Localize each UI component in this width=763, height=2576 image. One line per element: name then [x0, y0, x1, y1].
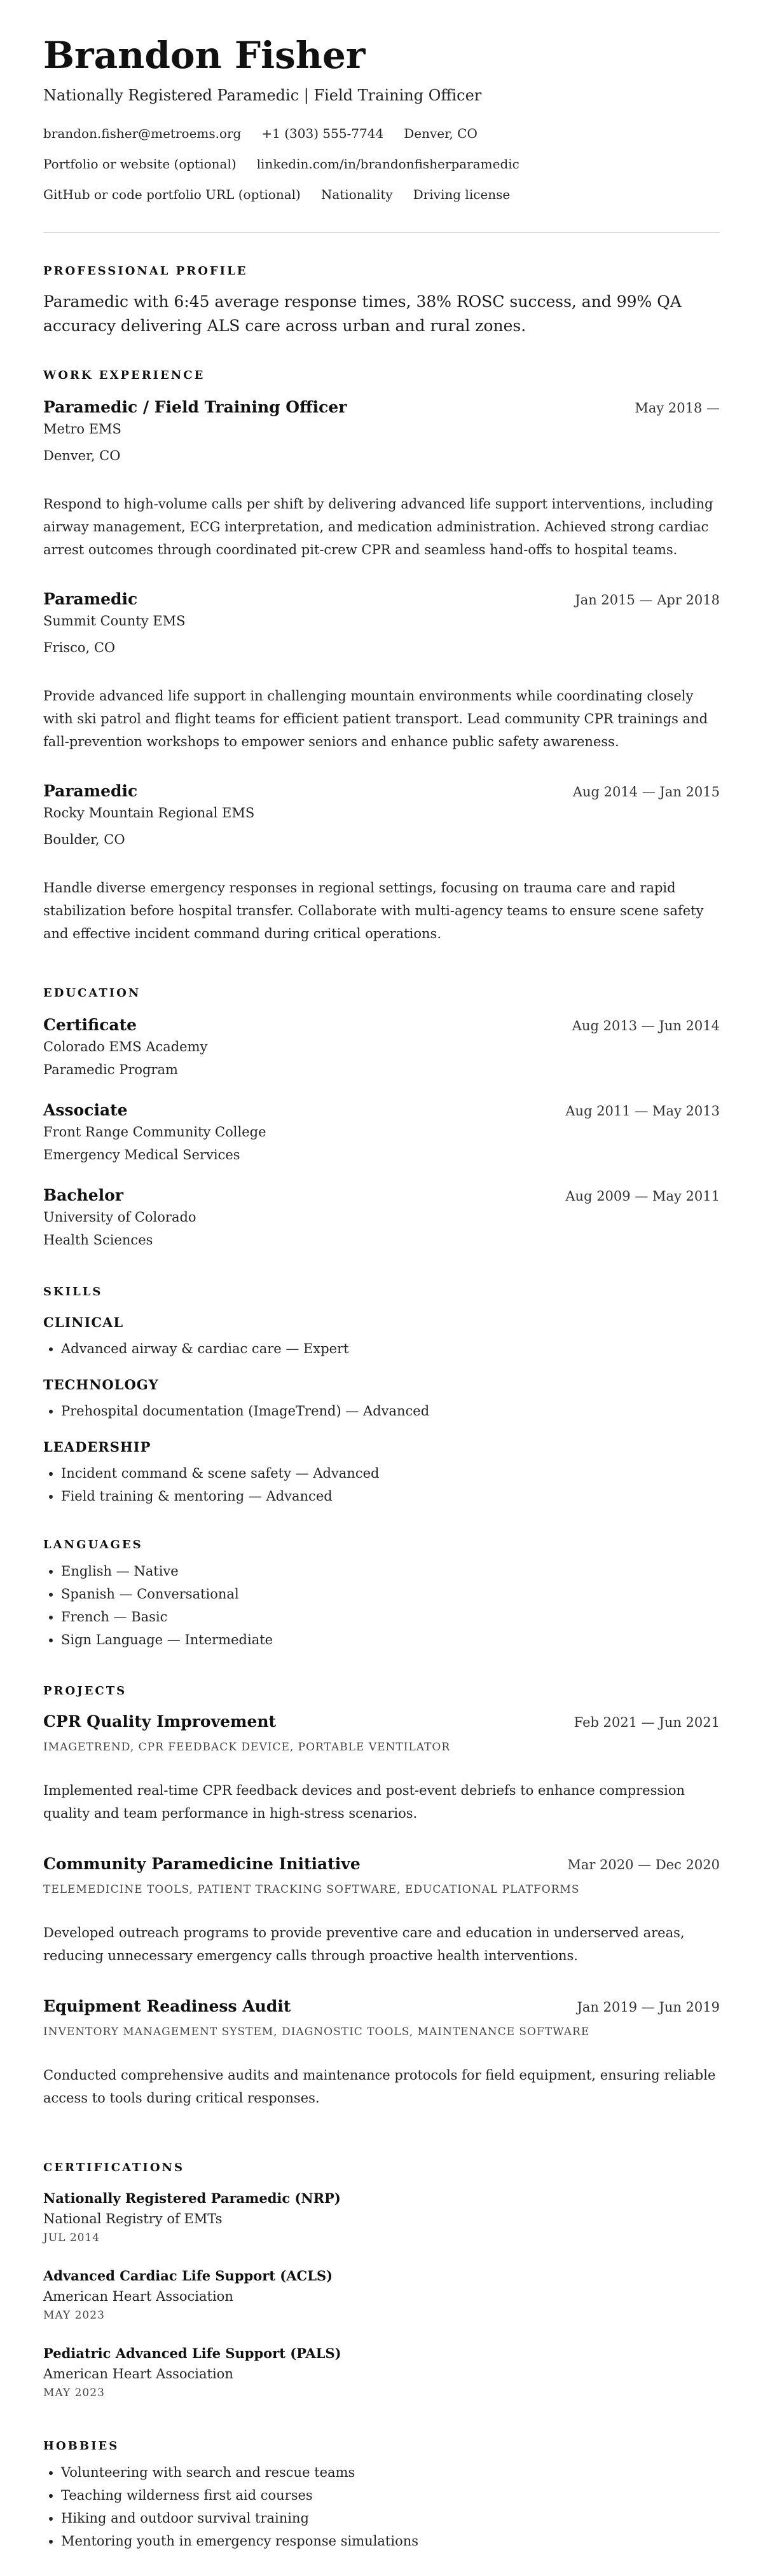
certification-date: JUL 2014 — [43, 2232, 100, 2244]
project-tech: IMAGETREND, CPR FEEDBACK DEVICE, PORTABLE VENTILATOR — [43, 1741, 451, 1754]
email-link[interactable]: brandon.fisher@metroems.org — [43, 126, 242, 141]
certification-date: MAY 2023 — [43, 2309, 105, 2322]
contact-row-2 — [43, 155, 720, 173]
job-employer: Rocky Mountain Regional EMS — [43, 805, 255, 821]
section-title-experience: WORK EXPERIENCE — [43, 369, 205, 382]
profile-summary: Paramedic with 6:45 average response times, 38% ROSC success, and 99% QA accuracy delivering ALS care across urban and rural zones. — [43, 292, 682, 335]
section-title-languages: LANGUAGES — [43, 1538, 143, 1551]
skill-item: • Field training & mentoring — Advanced — [61, 1485, 720, 1508]
certification-issuer: American Heart Association — [43, 2366, 233, 2382]
phone-text: +1 (303) 555-7744 — [261, 126, 384, 141]
linkedin-link[interactable]: linkedin.com/in/brandonfisherparamedic — [256, 156, 519, 172]
experience-item — [43, 398, 720, 561]
degree-title: Associate — [43, 1101, 128, 1119]
driving-license-text: Driving license — [413, 187, 511, 202]
field-of-study: Paramedic Program — [43, 1062, 178, 1077]
certification-issuer: National Registry of EMTs — [43, 2211, 223, 2226]
section-title-certifications: CERTIFICATIONS — [43, 2161, 184, 2174]
project-item — [43, 1855, 720, 1967]
education-date: Aug 2009 — May 2011 — [565, 1189, 720, 1204]
project-description: Conducted comprehensive audits and maintenance protocols for field equipment, ensuring reliable access to tools during critical responses. — [43, 2068, 716, 2106]
contact-row-1 — [43, 125, 720, 142]
language-item: • French — Basic — [61, 1605, 720, 1628]
hobby-item: • Volunteering with search and rescue teams — [61, 2461, 720, 2484]
education-date: Aug 2013 — Jun 2014 — [572, 1018, 720, 1033]
field-of-study: Health Sciences — [43, 1232, 153, 1248]
project-date: Jan 2019 — Jun 2019 — [577, 2000, 720, 2015]
education-item — [43, 1016, 720, 1080]
job-description: Provide advanced life support in challenging mountain environments while coordinating closely with ski patrol and flight teams for efficient patient transport. Lead community CPR trainings and fall-prevention workshops to empower seniors and enhance public safety awareness. — [43, 688, 708, 749]
project-date: Mar 2020 — Dec 2020 — [567, 1857, 720, 1872]
project-title: CPR Quality Improvement — [43, 1712, 277, 1731]
project-title: Equipment Readiness Audit — [43, 1997, 291, 2015]
certification-name: Pediatric Advanced Life Support (PALS) — [43, 2345, 341, 2361]
degree-title: Certificate — [43, 1016, 137, 1034]
project-description: Developed outreach programs to provide preventive care and education in underserved areas, reducing unnecessary emergency calls through proactive health interventions. — [43, 1925, 685, 1963]
job-employer: Metro EMS — [43, 421, 121, 437]
section-title-education: EDUCATION — [43, 986, 141, 1000]
degree-title: Bachelor — [43, 1186, 123, 1204]
candidate-name: Brandon Fisher — [43, 34, 366, 77]
job-title: Paramedic / Field Training Officer — [43, 398, 347, 416]
github-link[interactable]: GitHub or code portfolio URL (optional) — [43, 187, 301, 202]
certification-item — [43, 2345, 720, 2399]
portfolio-link[interactable]: Portfolio or website (optional) — [43, 156, 237, 172]
project-tech: TELEMEDICINE TOOLS, PATIENT TRACKING SOFTWARE, EDUCATIONAL PLATFORMS — [43, 1883, 580, 1896]
project-title: Community Paramedicine Initiative — [43, 1855, 361, 1873]
school-name: University of Colorado — [43, 1210, 196, 1225]
certification-date: MAY 2023 — [43, 2387, 105, 2399]
experience-item — [43, 782, 720, 945]
skill-group-title-technology: TECHNOLOGY — [43, 1377, 159, 1393]
field-of-study: Emergency Medical Services — [43, 1147, 240, 1162]
job-location: Denver, CO — [43, 448, 121, 463]
skill-group-leadership — [43, 1462, 720, 1508]
skill-group-title-leadership: LEADERSHIP — [43, 1439, 151, 1455]
header-divider — [43, 232, 720, 233]
job-title: Paramedic — [43, 590, 138, 608]
skill-group-clinical — [43, 1337, 720, 1360]
hobbies-list — [43, 2461, 720, 2552]
skill-item: • Prehospital documentation (ImageTrend) — Advanced — [61, 1400, 720, 1422]
section-title-projects: PROJECTS — [43, 1684, 127, 1698]
experience-item — [43, 590, 720, 753]
certification-name: Advanced Cardiac Life Support (ACLS) — [43, 2268, 333, 2284]
job-location: Frisco, CO — [43, 640, 116, 655]
certification-item — [43, 2190, 720, 2244]
certification-item — [43, 2268, 720, 2322]
language-item: • Spanish — Conversational — [61, 1583, 720, 1605]
education-date: Aug 2011 — May 2013 — [565, 1103, 720, 1119]
hobby-item: • Mentoring youth in emergency response simulations — [61, 2530, 720, 2552]
resume-header — [43, 33, 720, 78]
certification-name: Nationally Registered Paramedic (NRP) — [43, 2190, 341, 2206]
skill-item: • Incident command & scene safety — Advanced — [61, 1462, 720, 1485]
contact-row-3 — [43, 186, 720, 203]
job-date: May 2018 — — [635, 400, 720, 416]
job-date: Aug 2014 — Jan 2015 — [572, 784, 720, 800]
nationality-text: Nationality — [320, 187, 393, 202]
job-description: Respond to high-volume calls per shift by delivering advanced life support interventions, including airway management, ECG interpretation, and medication administration. Achieved strong cardiac arrest outcomes through coordinated pit-crew CPR and seamless hand-offs to hospital teams. — [43, 496, 713, 557]
section-title-profile: PROFESSIONAL PROFILE — [43, 264, 248, 278]
education-item — [43, 1186, 720, 1250]
project-description: Implemented real-time CPR feedback devices and post-event debriefs to enhance compression quality and team performance in high-stress scenarios. — [43, 1783, 685, 1821]
languages-list — [43, 1560, 720, 1651]
job-location: Boulder, CO — [43, 832, 125, 847]
project-item — [43, 1712, 720, 1825]
education-item — [43, 1101, 720, 1165]
project-date: Feb 2021 — Jun 2021 — [574, 1715, 720, 1730]
job-date: Jan 2015 — Apr 2018 — [575, 592, 720, 608]
job-description: Handle diverse emergency responses in regional settings, focusing on trauma care and rapid stabilization before hospital transfer. Collaborate with multi-agency teams to ensure scene safety and effective incident command during critical operations. — [43, 880, 704, 941]
location-text: Denver, CO — [404, 126, 478, 141]
job-employer: Summit County EMS — [43, 613, 186, 629]
section-title-hobbies: HOBBIES — [43, 2439, 120, 2453]
language-item: • English — Native — [61, 1560, 720, 1583]
section-title-skills: SKILLS — [43, 1285, 103, 1298]
hobby-item: • Teaching wilderness first aid courses — [61, 2484, 720, 2507]
candidate-tagline: Nationally Registered Paramedic | Field Training Officer — [43, 86, 482, 104]
school-name: Colorado EMS Academy — [43, 1039, 208, 1054]
skill-item: • Advanced airway & cardiac care — Expert — [61, 1337, 720, 1360]
project-item — [43, 1997, 720, 2109]
language-item: • Sign Language — Intermediate — [61, 1628, 720, 1651]
certification-issuer: American Heart Association — [43, 2289, 233, 2304]
school-name: Front Range Community College — [43, 1124, 266, 1140]
skill-group-title-clinical: CLINICAL — [43, 1314, 124, 1330]
project-tech: INVENTORY MANAGEMENT SYSTEM, DIAGNOSTIC TOOLS, MAINTENANCE SOFTWARE — [43, 2026, 590, 2038]
hobby-item: • Hiking and outdoor survival training — [61, 2507, 720, 2530]
skill-group-technology — [43, 1400, 720, 1422]
job-title: Paramedic — [43, 782, 138, 800]
